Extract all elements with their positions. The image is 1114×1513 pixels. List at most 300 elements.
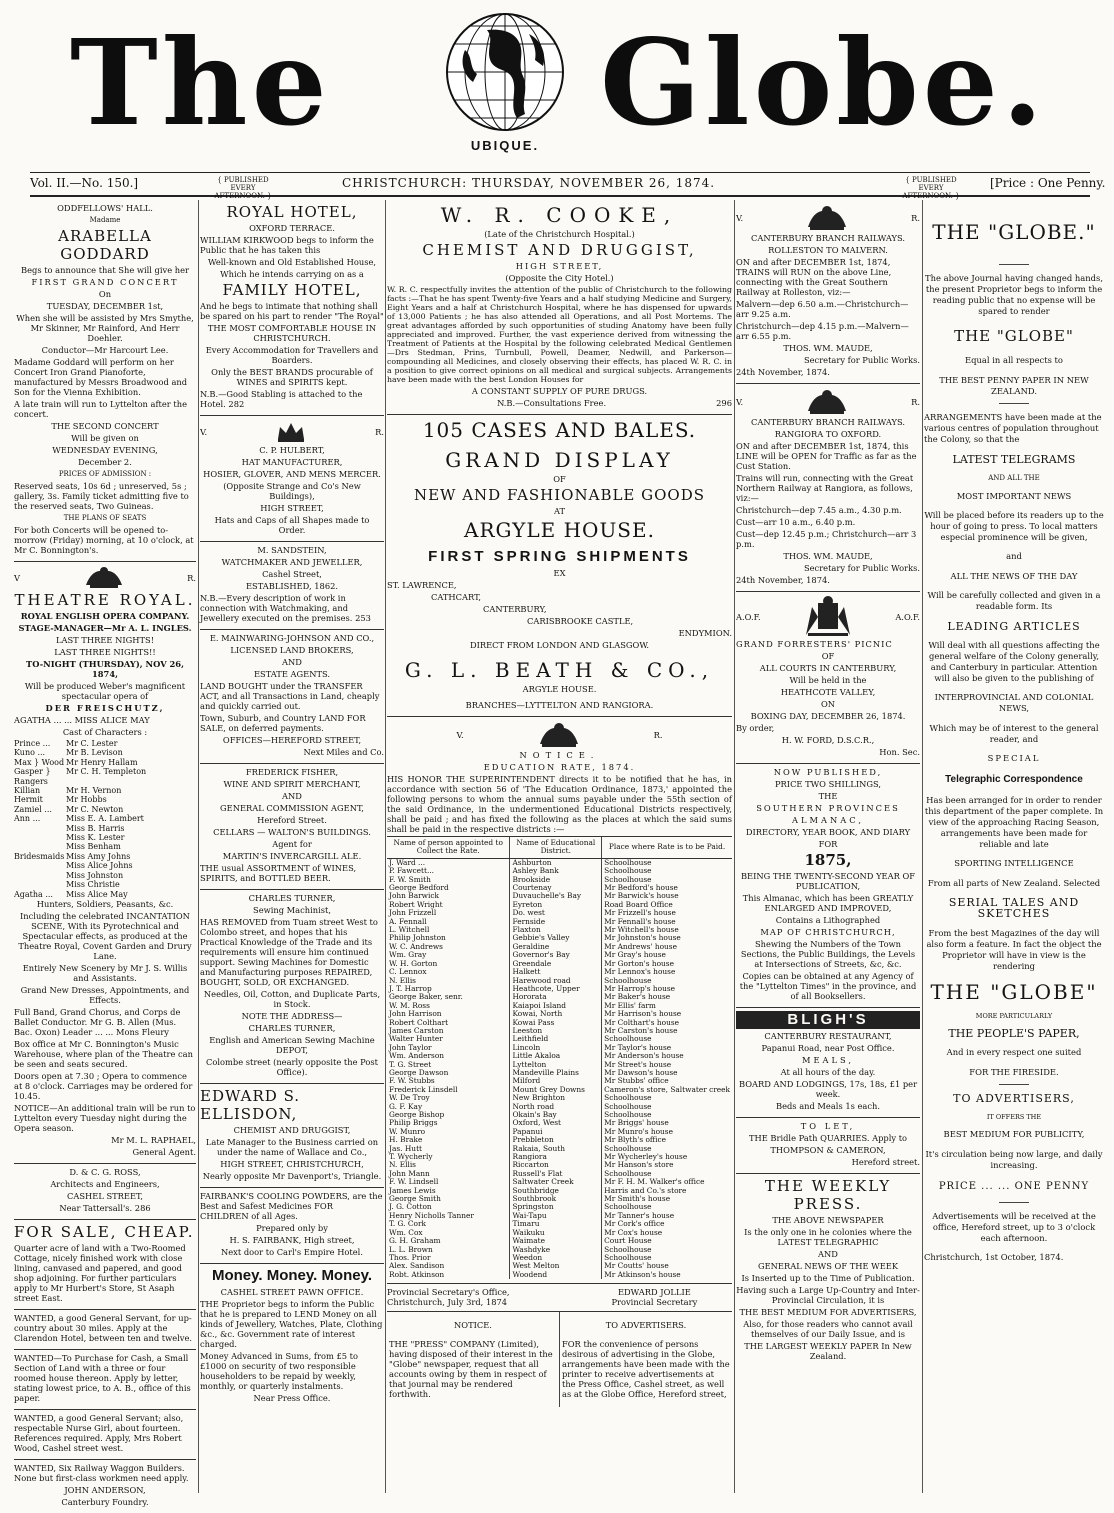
railway-advert-2 xyxy=(736,384,920,592)
ellisdon-addr: HIGH STREET, CHRISTCHURCH, xyxy=(220,1159,364,1169)
ex-label: EX xyxy=(553,568,566,578)
table-cell: Mr Colthart's house xyxy=(602,1019,732,1027)
crest-v: V. xyxy=(736,213,744,223)
table-cell: Leeston xyxy=(510,1027,602,1035)
table-cell: Mr Taylor's house xyxy=(602,1044,732,1052)
table-cell: Mr Atkinson's house xyxy=(602,1271,732,1279)
hulbert-opp: (Opposite Strange and Co's New Buildings), xyxy=(223,481,361,501)
mainwaring-and: AND xyxy=(282,657,302,667)
cooke-street: HIGH STREET, xyxy=(515,261,604,271)
sandstein-trade: WATCHMAKER AND JEWELLER, xyxy=(221,557,363,567)
column-rule xyxy=(922,200,923,1493)
globe-fireside: FOR THE FIRESIDE. xyxy=(969,1066,1059,1077)
fisher-agent-for: Agent for xyxy=(272,839,312,849)
table-cell: Mr Coutts' house xyxy=(602,1262,732,1270)
ellisdon-near: Nearly opposite Mr Davenport's, Triangle. xyxy=(202,1171,382,1181)
announce-text: Begs to announce that She will give her xyxy=(21,265,189,275)
table-cell: Duvauchelle's Bay xyxy=(510,892,602,900)
wanted-name: JOHN ANDERSON, xyxy=(64,1484,146,1495)
plans-text: For both Concerts will be opened to-morrow (Friday) morning, at 10 o'clock, at Mr C. Bonnington's. xyxy=(14,525,194,555)
assisted-by: When she will be assisted by Mrs Smythe, Mr Skinner, Mr Rainford, And Herr Doehler. xyxy=(16,313,194,343)
table-cell: Waikuku xyxy=(510,1229,602,1237)
table-cell: Harewood road xyxy=(510,977,602,985)
table-cell: Mr Dawson's house xyxy=(602,1069,732,1077)
table-cell: Waimate xyxy=(510,1237,602,1245)
globe-parts: From all parts of New Zealand. Selected xyxy=(927,877,1101,888)
cast-row xyxy=(14,890,196,899)
money-text: THE Proprietor begs to inform the Public that he is prepared to LEND Money on all kinds of Jewellery, Watches, Plate, Clothing &c., &c. Government rate of interest charged. xyxy=(200,1299,383,1349)
bligh-advert xyxy=(736,1008,920,1118)
globe-received: Advertisements will be received at the office, Hereford street, up to 3 o'clock each afternoon. xyxy=(932,1211,1096,1244)
globe-latest: LATEST TELEGRAMS xyxy=(952,452,1076,466)
cast-row xyxy=(14,748,196,757)
table-cell: John Mann xyxy=(389,1168,430,1178)
railway-time: Cust—arr 10 a.m., 6.40 p.m. xyxy=(736,517,856,527)
almanac-the: THE xyxy=(818,791,838,801)
table-cell: Schoolhouse xyxy=(602,977,732,985)
cast-role: Gasper } Rangers xyxy=(14,767,51,786)
table-cell: Philip Briggs xyxy=(389,1118,438,1128)
cast-role: Hermit xyxy=(14,795,43,805)
table-cell: North road xyxy=(510,1103,602,1111)
cooke-text: W. R. C. respectfully invites the attention of the public of Christchurch to the following facts :—That he has spent Twenty-five Years and a half studying Medicine and Surgery, Eight Years and a half at Christchurch Hospital, where he has dispensed for upwards of 13,000 Patients ; he has also attended all Operations, and all Post Mortems. The great advantages afforded by such opportunities of studing Anatomy have been fully appreciated and improved. Further, the vast experience derived from witnessing the Treatment of Patients at the Hospital by the following celebrated Medical Gentlemen —Drs Stedman, Prins, Turnbull, Powell, Deamer, Nedwill, and Parkerson—compounding all Medicines, and closely observing their effects, has placed W. R. C. in a position to give correct opinions on all medical and surgical subjects. Arrangements have been made with the best London Houses for xyxy=(387,285,732,384)
last-nights-2: LAST THREE NIGHTS!! xyxy=(54,647,156,657)
money-office: CASHEL STREET PAWN OFFICE. xyxy=(220,1287,364,1297)
table-cell: A. Fennall xyxy=(389,916,427,926)
table-cell: Lyttelton xyxy=(510,1061,602,1069)
table-cell: H. Brake xyxy=(389,1135,423,1145)
table-cell: Flaxton xyxy=(510,926,602,934)
globe-best: THE BEST PENNY PAPER IN NEW ZEALAND. xyxy=(939,374,1089,396)
theatre-advert xyxy=(14,562,196,1164)
turner-depot: English and American Sewing Machine DEPOT, xyxy=(209,1035,375,1055)
table-cell: Mr Gray's house xyxy=(602,951,732,959)
table-cell: Rakaia, South xyxy=(510,1145,602,1153)
ellisdon-advert xyxy=(200,1084,384,1188)
last-nights: LAST THREE NIGHTS! xyxy=(55,635,155,645)
globe-icon xyxy=(425,10,585,140)
column-3 xyxy=(387,200,732,1493)
table-cell: Milford xyxy=(510,1077,602,1085)
forresters-date: BOXING DAY, DECEMBER 26, 1874. xyxy=(750,711,906,721)
published-right: { PUBLISHED EVERY AFTERNOON. } xyxy=(902,176,960,200)
second-given: Will be given on xyxy=(71,433,139,443)
table-cell: John Frizzell xyxy=(389,908,437,918)
table-cell: Kowai, North xyxy=(510,1010,602,1018)
table-cell: John Harrison xyxy=(389,1009,442,1019)
cast-actor: Miss Alice May xyxy=(66,889,128,899)
notice-heading: NOTICE. xyxy=(519,750,600,760)
table-cell: Mr Baker's house xyxy=(602,993,732,1001)
table-cell: Walter Hunter xyxy=(389,1034,443,1044)
argyle-advert xyxy=(387,415,732,717)
table-row xyxy=(387,1220,732,1228)
table-cell: Court House xyxy=(602,1237,732,1245)
table-cell: Wm. Anderson xyxy=(389,1051,445,1061)
table-cell: Governor's Bay xyxy=(510,951,602,959)
cast-actor: Mr H. Vernon xyxy=(66,786,122,796)
cast-row xyxy=(14,814,196,823)
dateline xyxy=(30,172,1106,200)
table-cell: Mr Witchell's house xyxy=(602,926,732,934)
cases-heading: 105 CASES AND BALES. xyxy=(422,418,697,442)
table-cell: Lincoln xyxy=(510,1044,602,1052)
table-cell: James Carston xyxy=(389,1025,444,1035)
masthead-right-word: Globe. xyxy=(600,13,1047,152)
railway-trains: Trains will run, connecting with the Great Northern Railway at Rangiora, as follows, viz:— xyxy=(736,473,914,503)
forresters-on: ON xyxy=(820,699,836,709)
globe-offers: IT OFFERS THE xyxy=(986,1112,1042,1121)
railway-time: Cust—dep 12.45 p.m.; Christchurch—arr 3 p.m. xyxy=(736,529,917,549)
globe-circ: It's circulation being now large, and daily increasing. xyxy=(925,1148,1103,1170)
jollie-name: EDWARD JOLLIE xyxy=(617,1287,691,1298)
table-cell: Schoolhouse xyxy=(602,1246,732,1254)
railway-sig-title: Secretary for Public Works. xyxy=(803,563,920,573)
cooke-supply: A CONSTANT SUPPLY OF PURE DRUGS. xyxy=(471,386,648,396)
cast-role: Kuno ... xyxy=(14,748,46,758)
cast-role: Max } Wood xyxy=(14,757,65,767)
table-cell: Schoolhouse xyxy=(602,1170,732,1178)
almanac-copies: Copies can be obtained at any Agency of the "Lyttelton Times" in the province, and of all Booksellers. xyxy=(739,971,917,1001)
rates-header: Name of person appointed to Collect the Rate. xyxy=(387,837,510,859)
wanted-advert-2 xyxy=(14,1350,196,1410)
beath-name: G. L. BEATH & CO., xyxy=(404,658,715,682)
piano-note: Madame Goddard will perform on her Concert Iron Grand Pianoforte, manufactured by Messrs Broadwood and Son for the Vienna Exhibition. xyxy=(14,357,188,397)
company: ROYAL ENGLISH OPERA COMPANY. xyxy=(20,611,190,621)
royal-crest-icon xyxy=(82,565,126,591)
almanac-shewing: Shewing the Numbers of the Town Sections, the Public Buildings, the Levels at Intersections of Streets, &c, &c. xyxy=(740,939,916,969)
table-cell: W. H. Gorton xyxy=(389,958,438,968)
table-row xyxy=(387,867,732,875)
railway-time: Christchurch—dep 4.15 p.m.—Malvern—arr 6.55 p.m. xyxy=(736,321,909,341)
table-cell: Prebbleton xyxy=(510,1136,602,1144)
fisher-cellars: CELLARS — WALTON'S BUILDINGS. xyxy=(213,827,371,837)
table-cell: W. C. Andrews xyxy=(389,941,443,951)
cast-role: Bridesmaids xyxy=(14,851,65,861)
table-cell: Mr Anderson's house xyxy=(602,1052,732,1060)
theatre-notice: NOTICE—An additional train will be run to Lyttelton every Tuesday night during the Opera season. xyxy=(14,1102,196,1133)
royal-brands: Only the BEST BRANDS procurable of WINES and SPIRITS kept. xyxy=(211,367,373,387)
table-cell: George Bishop xyxy=(389,1110,445,1119)
table-cell: W. De Troy xyxy=(389,1093,430,1103)
table-cell: Rangiora xyxy=(510,1153,602,1161)
table-cell: Mr Ellis' farm xyxy=(602,1002,732,1010)
hunters: Hunters, Soldiers, Peasants, &c. xyxy=(36,898,174,909)
royal-crest-icon xyxy=(534,720,584,750)
cooke-advert xyxy=(387,200,732,415)
globe-inter: INTERPROVINCIAL AND COLONIAL NEWS, xyxy=(934,692,1094,714)
table-cell: Alex. Sandison xyxy=(389,1261,445,1271)
tonight: TO-NIGHT (THURSDAY), NOV 26, 1874, xyxy=(26,659,184,679)
table-cell: Mr Fennall's house xyxy=(602,918,732,926)
performer-name: ARABELLA GODDARD xyxy=(58,227,152,263)
second-day: December 2. xyxy=(78,457,132,467)
table-cell: Mr Lennox's house xyxy=(602,968,732,976)
globe-deal: Will deal with all questions affecting the general welfare of the Colony generally, and Canterbury in particular. Attention will also be given to the publishing of xyxy=(928,639,1100,683)
crest-v: V. xyxy=(456,730,464,740)
table-cell: J. Ward ... xyxy=(389,857,426,867)
branches: BRANCHES—LYTTELTON AND RANGIORA. xyxy=(465,700,654,710)
bottom-notices xyxy=(387,1312,732,1407)
table-cell: Schoolhouse xyxy=(602,1094,732,1102)
table-row xyxy=(387,1128,732,1136)
globe-interest: Which may be of interest to the general reader, and xyxy=(929,722,1099,744)
doors: Doors open at 7.30 ; Opera to commence at 8 o'clock. Carriages may be ordered for 10.45. xyxy=(14,1070,193,1101)
globe-intro: The above Journal having changed hands, the present Proprietor begs to inform the reading public that no expense will be spared to render xyxy=(925,273,1103,317)
wanted-text: WANTED, a good General Servant; also, respectable Nurse Girl, about fourteen. References required. Apply, Mrs Robert Wood, Cashel street west. xyxy=(14,1412,184,1453)
prices-text: Reserved seats, 10s 6d ; unreserved, 5s ; gallery, 3s. Family ticket admitting five to the reserved seats, Two Guineas. xyxy=(14,481,189,511)
weekly-press-advert xyxy=(736,1174,920,1367)
table-row xyxy=(387,918,732,926)
wanted-advert-1 xyxy=(14,1310,196,1350)
table-cell: George Bedford xyxy=(389,883,449,893)
railway-sig: THOS. WM. MAUDE, xyxy=(783,343,873,353)
cooke-name: W. R. COOKE, xyxy=(440,203,679,227)
globe-title: THE "GLOBE." xyxy=(932,220,1096,244)
cast-row xyxy=(14,861,196,870)
agent-name: Mr M. L. RAPHAEL, xyxy=(111,1134,196,1145)
table-cell: Mr Johnston's house xyxy=(602,934,732,942)
table-cell: George Dawson xyxy=(389,1067,449,1077)
railway-sig-title: Secretary for Public Works. xyxy=(803,355,920,365)
fisher-usual: THE usual ASSORTMENT of WINES, SPIRITS, and BOTTLED BEER. xyxy=(200,863,357,883)
wanted-text: WANTED, Six Railway Waggon Builders. None but first-class workmen need apply. xyxy=(14,1462,189,1483)
almanac-litho: Contains a Lithographed xyxy=(775,915,881,925)
price: [Price : One Penny. xyxy=(990,176,1106,190)
globe-serial: SERIAL TALES AND SKETCHES xyxy=(948,896,1080,921)
table-cell: Mandeville Plains xyxy=(510,1069,602,1077)
cast-list xyxy=(14,739,196,899)
dresses: Grand New Dresses, Appointments, and Effects. xyxy=(20,984,190,1005)
wanted-place: Canterbury Foundry. xyxy=(61,1496,149,1507)
hulbert-trade: HAT MANUFACTURER, xyxy=(241,457,343,467)
table-cell: Mr F. H. M. Walker's office xyxy=(602,1178,732,1186)
table-cell: New Brighton xyxy=(510,1094,602,1102)
table-cell: Mr Wycherley's house xyxy=(602,1153,732,1161)
column-5 xyxy=(924,200,1104,1493)
fairbank-text: FAIRBANK'S COOLING POWDERS, are the Best and Safest Medicines FOR CHILDREN of all Ages. xyxy=(200,1191,383,1221)
hulbert-hats: Hats and Caps of all Shapes made to Order. xyxy=(214,515,370,535)
cast-actor: Miss Benham xyxy=(66,842,121,852)
table-cell: G. F. Kay xyxy=(389,1101,423,1111)
globe-special: SPECIAL xyxy=(987,753,1041,764)
prices-heading: PRICES OF ADMISSION : xyxy=(58,470,152,478)
cast-actor: Mr Hobbs xyxy=(66,795,107,805)
argyle-house: ARGYLE HOUSE. xyxy=(522,684,597,694)
ellisdon-trade: CHEMIST AND DRUGGIST, xyxy=(233,1125,351,1135)
bligh-name: BLIGH'S xyxy=(736,1011,920,1029)
cast-role: Ann ... xyxy=(14,814,41,824)
concert-title: FIRST GRAND CONCERT xyxy=(31,277,179,287)
ross-near: Near Tattersall's. xyxy=(59,1202,133,1213)
turner-advert xyxy=(200,890,384,1084)
weekly-largest: THE LARGEST WEEKLY PAPER In New Zealand. xyxy=(744,1341,912,1361)
table-cell: W. M. Ross xyxy=(389,1000,430,1010)
table-cell: Springston xyxy=(510,1203,602,1211)
railway-date: 24th November, 1874. xyxy=(736,575,830,585)
table-row xyxy=(387,1246,732,1254)
table-cell: Robert Wright xyxy=(389,899,443,909)
forresters-sig-title: Hon. Sec. xyxy=(879,747,920,757)
table-cell: P. Fawcett... xyxy=(389,866,435,876)
table-cell: Wm. Cox xyxy=(389,1227,423,1237)
sandstein-name: M. SANDSTEIN, xyxy=(257,545,327,555)
cast-row xyxy=(14,842,196,851)
ross-num: 286 xyxy=(134,1202,151,1213)
bligh-title: CANTERBURY RESTAURANT, xyxy=(764,1031,892,1041)
cast-actor: Mr Henry Hallam xyxy=(66,757,138,767)
of-label: OF xyxy=(553,474,566,484)
almanac-advert xyxy=(736,764,920,1008)
globe-news: ALL THE NEWS OF THE DAY xyxy=(950,570,1078,581)
table-cell: Mr Barwick's house xyxy=(602,892,732,900)
table-cell: Okain's Bay xyxy=(510,1111,602,1119)
crest-r: R. xyxy=(375,427,384,437)
for-sale-text: Quarter acre of land with a Two-Roomed Cottage, nicely finished work with close lining, canvased and papered, and good shop adjoining. For further particulars apply to Mr Hurbert's Store, St Asaph street East. xyxy=(14,1242,186,1303)
table-cell: T. G. Street xyxy=(389,1059,432,1069)
wanted-advert-4 xyxy=(14,1460,196,1513)
cast-role: Agatha ... xyxy=(14,889,53,899)
globe-date: Christchurch, 1st October, 1874. xyxy=(924,1252,1064,1263)
turner-name-2: CHARLES TURNER, xyxy=(248,1023,336,1033)
table-cell: Schoolhouse xyxy=(602,1203,732,1211)
hulbert-name: C. P. HULBERT, xyxy=(259,445,325,455)
royal-accom: Every Accommodation for Travellers and Boarders. xyxy=(205,345,379,365)
cast-role xyxy=(14,880,66,889)
table-cell: Thos. Prior xyxy=(389,1252,431,1262)
cast-actor: Miss B. Harris xyxy=(66,823,125,833)
fairbank-prepared: Prepared only by xyxy=(256,1223,328,1233)
table-cell: Ashley Bank xyxy=(510,867,602,875)
press-notice-heading: NOTICE. xyxy=(454,1320,492,1331)
table-cell: Schoolhouse xyxy=(602,867,732,875)
manager: STAGE-MANAGER—Mr A. L. INGLES. xyxy=(18,623,192,633)
table-cell: F. W. Stubbs xyxy=(389,1076,435,1086)
weekly-title: THE WEEKLY PRESS. xyxy=(764,1177,892,1213)
table-cell: Mr Cox's house xyxy=(602,1229,732,1237)
globe-suited: And in every respect one suited xyxy=(946,1047,1082,1058)
second-date: WEDNESDAY EVENING, xyxy=(52,445,158,455)
mainwaring-trade: LICENSED LAND BROKERS, xyxy=(230,645,354,655)
table-cell: Road Board Office xyxy=(602,901,732,909)
table-row xyxy=(387,1237,732,1245)
globe-telegraphic: Telegraphic Correspondence xyxy=(945,774,1083,786)
table-cell: Mount Grey Downs xyxy=(510,1086,602,1094)
table-row xyxy=(387,1212,732,1220)
royal-num: 282 xyxy=(228,399,245,409)
madame-label: Madame xyxy=(89,216,121,224)
table-cell: Woodend xyxy=(510,1271,602,1279)
press-notice-text: THE "PRESS" COMPANY (Limited), having disposed of their interest in the "Globe" newspaper, request that all accounts owing by them in respect of that journal may be rendered forthwith. xyxy=(389,1338,553,1399)
bligh-meals: MEALS, xyxy=(801,1055,855,1065)
fisher-advert xyxy=(200,764,384,890)
cooke-num: 296 xyxy=(716,398,732,408)
aof-label: A.O.F. xyxy=(895,612,920,622)
globe-price: PRICE ... ... ONE PENNY xyxy=(938,1180,1090,1192)
globe-and: and xyxy=(1006,551,1022,562)
masthead-left-word: The xyxy=(70,13,331,152)
ship-name: ENDYMION. xyxy=(678,628,732,638)
globe-collected: Will be carefully collected and given in a readable form. Its xyxy=(927,590,1101,612)
fisher-and: AND xyxy=(282,791,302,801)
forresters-held: Will be held in the xyxy=(789,675,867,685)
table-cell: Gebbie's Valley xyxy=(510,934,602,942)
crest-r: R. xyxy=(653,730,663,740)
table-cell: Mr Harrop's house xyxy=(602,985,732,993)
table-cell: Southbridge xyxy=(510,1187,602,1195)
crest-v: V. xyxy=(200,427,208,437)
table-cell: G. H. Graham xyxy=(389,1236,441,1246)
wanted-advert-3 xyxy=(14,1410,196,1460)
rates-header: Name of Educational District. xyxy=(510,837,602,859)
sandstein-nb: N.B.—Every description of work in connection with Watchmaking, and Jewellery executed on the premises. xyxy=(200,593,353,623)
globe-equal: Equal in all respects to xyxy=(965,355,1063,366)
forresters-of: OF xyxy=(821,651,835,661)
table-cell: Russell's Flat xyxy=(510,1170,602,1178)
mainwaring-town: Town, Suburb, and Country LAND FOR SALE, on deferred payments. xyxy=(200,713,366,733)
argyle-house-title: ARGYLE HOUSE. xyxy=(464,518,655,542)
crest-r: R. xyxy=(187,573,196,583)
column-rule xyxy=(198,200,199,1493)
table-cell: Little Akaloa xyxy=(510,1052,602,1060)
almanac-enlarged: This Almanac, which has been GREATLY ENLARGED AND IMPROVED, xyxy=(742,893,914,913)
globe-and-all: AND ALL THE xyxy=(988,473,1040,482)
table-cell: Do. west xyxy=(510,909,602,917)
ellisdon-text: Late Manager to the Business carried on under the name of Wallace and Co., xyxy=(205,1137,379,1157)
table-cell: Mr Munro's house xyxy=(602,1128,732,1136)
money-heading: Money. Money. Money. xyxy=(211,1267,372,1284)
royal-crest-icon xyxy=(802,203,852,233)
table-cell: J. T. Harrop xyxy=(389,983,432,993)
table-cell: Brookside xyxy=(510,876,602,884)
cast-row xyxy=(14,871,196,880)
weekly-having: Having such a Large Up-Country and Inter-Provincial Circulation, it is xyxy=(736,1285,920,1305)
table-cell: Schoolhouse xyxy=(602,858,732,867)
mainwaring-estate: ESTATE AGENTS. xyxy=(253,669,331,679)
plans-heading: THE PLANS OF SEATS xyxy=(63,514,147,522)
railway-time: Malvern—dep 6.50 a.m.—Christchurch—arr 9.25 a.m. xyxy=(736,299,909,319)
crest-v: V. xyxy=(736,397,744,407)
table-cell: John Taylor xyxy=(389,1042,432,1052)
table-row xyxy=(387,1119,732,1127)
royal-crest-icon xyxy=(802,387,852,417)
fairbank-advert xyxy=(200,1188,384,1264)
education-notice xyxy=(387,717,732,1312)
agatha-line: AGATHA ... ... MISS ALICE MAY xyxy=(14,715,150,725)
cast-role xyxy=(14,824,66,833)
royal-intimate: And he begs to intimate that nothing shall be spared on his part to render "The Royal" xyxy=(200,301,384,321)
bligh-board: BOARD AND LODGINGS, 17s, 18s, £1 per week. xyxy=(738,1079,918,1099)
direct-line: DIRECT FROM LONDON AND GLASGOW. xyxy=(469,640,650,650)
almanac-dir: DIRECTORY, YEAR BOOK, AND DIARY xyxy=(745,827,911,837)
royal-carry: Which he intends carrying on as a xyxy=(220,269,364,279)
table-cell: Robt. Atkinson xyxy=(389,1269,445,1279)
royal-stabling: N.B.—Good Stabling is attached to the Hotel. xyxy=(200,389,363,409)
table-row xyxy=(387,960,732,968)
mainwaring-advert xyxy=(200,630,384,764)
cast-row xyxy=(14,805,196,814)
table-cell: George Baker, senr. xyxy=(389,992,463,1002)
cooke-trade: CHEMIST AND DRUGGIST, xyxy=(422,241,697,259)
aof-label: A.O.F. xyxy=(736,612,761,622)
to-let-street: Hereford street. xyxy=(851,1157,920,1167)
table-cell: Hororata xyxy=(510,993,602,1001)
table-cell: Schoolhouse xyxy=(602,1145,732,1153)
table-cell: West Melton xyxy=(510,1262,602,1270)
table-cell: Mr Carston's house xyxy=(602,1027,732,1035)
wanted-text: WANTED, a good General Servant, for up-country about 30 miles. Apply at the Clarendon Hotel, between ten and twelve. xyxy=(14,1312,193,1343)
table-cell: Frederick Linsdell xyxy=(389,1084,458,1094)
